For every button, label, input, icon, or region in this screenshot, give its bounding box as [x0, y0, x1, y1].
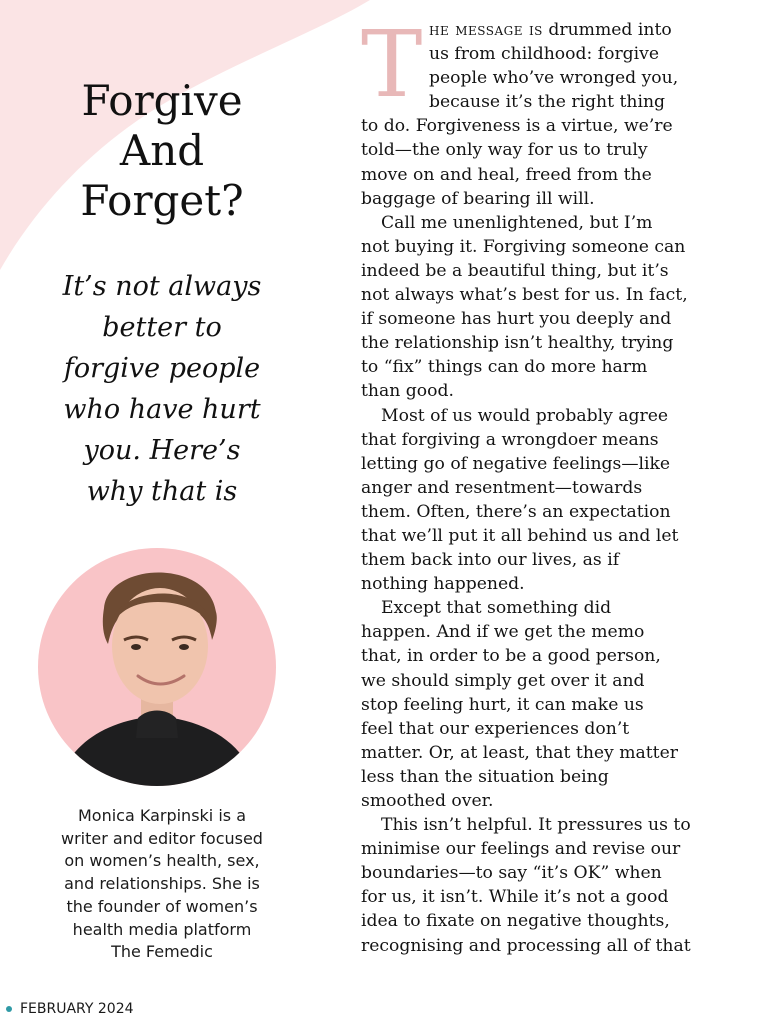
article-line: stop feeling hurt, it can make us: [361, 694, 644, 715]
headline: [36, 76, 288, 226]
article-line: Except that something did: [381, 598, 612, 619]
article-line: happen. And if we get the memo: [361, 622, 645, 643]
standfirst-line: better to: [102, 312, 222, 343]
author-photo-illustration: [38, 548, 276, 786]
author-bio-line: on women’s health, sex,: [64, 851, 260, 871]
standfirst-line: forgive people: [63, 353, 261, 384]
author-bio-line: health media platform: [72, 919, 252, 939]
article-line: indeed be a beautiful thing, but it’s: [361, 260, 669, 281]
article-line: minimise our feelings and revise our: [361, 839, 681, 860]
standfirst-line: It’s not always: [62, 271, 262, 302]
article-line: move on and heal, freed from the: [361, 164, 652, 185]
article-line: not buying it. Forgiving someone can: [361, 236, 686, 257]
standfirst-line: why that is: [86, 476, 238, 507]
article-line: because it’s the right thing: [429, 92, 666, 113]
page-footer: [6, 1001, 134, 1017]
title-block: [36, 76, 288, 512]
issue-date: FEBRUARY 2024: [20, 1001, 134, 1017]
article-line: letting go of negative feelings—like: [361, 453, 671, 474]
article-line: people who’ve wronged you,: [429, 68, 679, 89]
article-line: to do. Forgiveness is a virtue, we’re: [361, 116, 673, 137]
article-line: anger and resentment—towards: [361, 477, 643, 498]
author-portrait: [38, 548, 276, 786]
article-line: idea to fixate on negative thoughts,: [361, 911, 670, 932]
article-line: feel that our experiences don’t: [361, 718, 630, 739]
article-line: that forgiving a wrongdoer means: [361, 429, 659, 450]
article-line: if someone has hurt you deeply and: [361, 309, 672, 330]
author-bio-line: and relationships. She is: [64, 874, 260, 894]
article-line: them back into our lives, as if: [361, 550, 620, 571]
author-bio-line: The Femedic: [111, 942, 213, 962]
article-line: we should simply get over it and: [361, 670, 645, 691]
article-line: smoothed over.: [361, 791, 494, 811]
author-bio-line: writer and editor focused: [61, 828, 263, 848]
article-line: recognising and processing all of that: [361, 935, 691, 956]
article-line: [429, 18, 733, 42]
opening-text: drummed into: [542, 20, 672, 40]
article-line: them. Often, there’s an expectation: [361, 501, 671, 522]
article-line: boundaries—to say “it’s OK” when: [361, 863, 662, 884]
headline-line: Forgive: [81, 76, 243, 125]
article-line: us from childhood: forgive: [429, 44, 660, 65]
opening-smallcaps: he message is: [429, 20, 543, 40]
standfirst-line: you. Here’s: [83, 435, 241, 466]
article-line: baggage of bearing ill will.: [361, 188, 595, 209]
author-bio-line: the founder of women’s: [66, 896, 258, 916]
standfirst-line: who have hurt: [63, 394, 261, 425]
article-line: than good.: [361, 381, 454, 402]
article-line: not always what’s best for us. In fact,: [361, 285, 688, 306]
headline-line: And: [119, 126, 205, 175]
article-line: told—the only way for us to truly: [361, 140, 648, 161]
article-line: for us, it isn’t. While it’s not a good: [361, 887, 669, 908]
footer-dot-icon: [6, 1006, 12, 1012]
headline-line: Forget?: [80, 176, 244, 225]
article-line: the relationship isn’t healthy, trying: [361, 333, 674, 354]
drop-cap: T: [361, 11, 423, 118]
article-line: nothing happened.: [361, 574, 525, 595]
article-line: Most of us would probably agree: [381, 405, 669, 426]
article-line: matter. Or, at least, that they matter: [361, 742, 678, 763]
standfirst: [36, 266, 288, 512]
article-body: [361, 11, 733, 958]
article-line: that, in order to be a good person,: [361, 646, 661, 667]
article-line: This isn’t helpful. It pressures us to: [381, 815, 691, 836]
article-paragraphs: [361, 114, 733, 957]
author-bio: [36, 805, 288, 964]
article-line: that we’ll put it all behind us and let: [361, 525, 679, 546]
article-line: less than the situation being: [361, 766, 609, 787]
article-line: Call me unenlightened, but I’m: [381, 212, 653, 233]
author-bio-line: Monica Karpinski is a: [77, 806, 246, 825]
article-line: to “fix” things can do more harm: [361, 357, 648, 378]
